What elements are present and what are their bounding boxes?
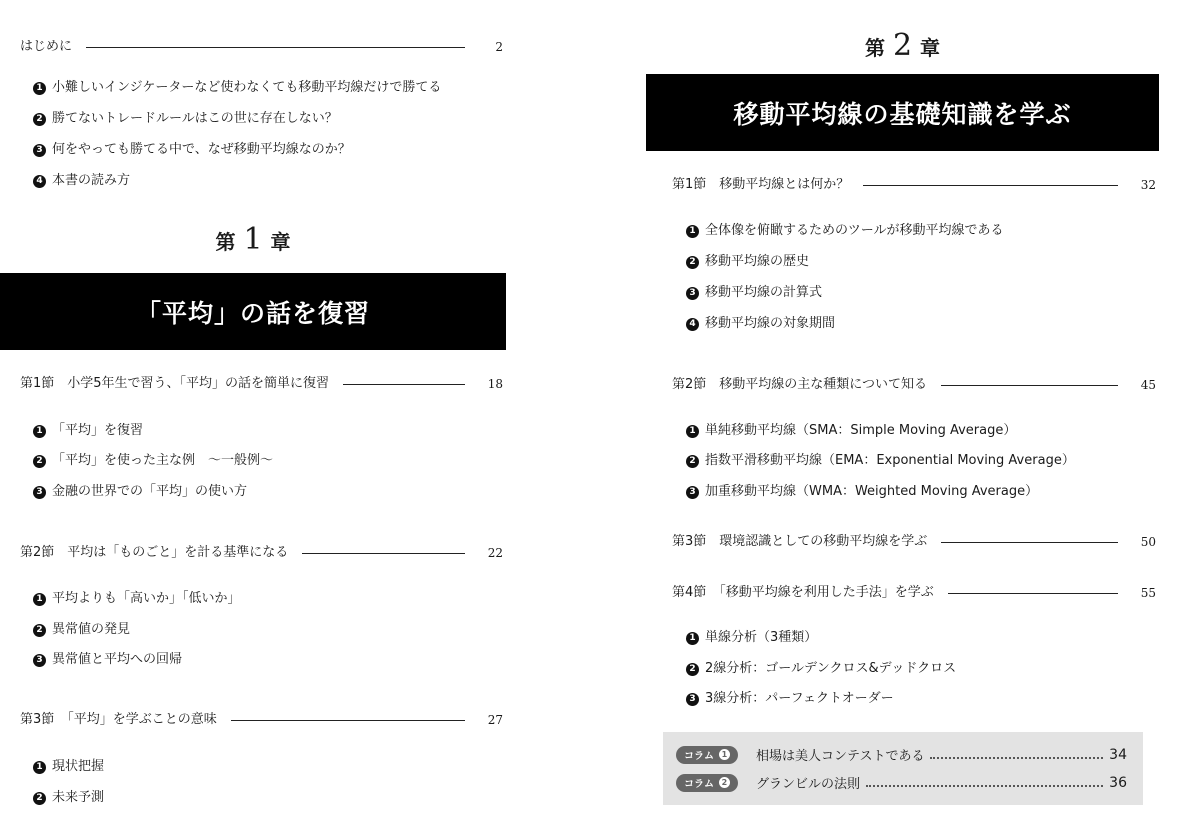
item-text: 2線分析：ゴールデンクロス&デッドクロス bbox=[705, 661, 957, 676]
list-item[interactable] bbox=[686, 629, 817, 647]
item-number-badge: 3 bbox=[33, 486, 46, 499]
toc-entry-section[interactable] bbox=[672, 533, 1156, 551]
list-item[interactable] bbox=[33, 79, 441, 97]
section-title: 第1節 移動平均線とは何か？ bbox=[672, 177, 850, 192]
chapter-title: 「平均」の話を復習 bbox=[135, 298, 370, 328]
list-item[interactable] bbox=[33, 141, 351, 159]
list-item[interactable] bbox=[686, 660, 956, 678]
column-entry[interactable] bbox=[676, 773, 1127, 792]
item-number-badge: 1 bbox=[33, 593, 46, 606]
leader-line bbox=[948, 593, 1118, 594]
right-page bbox=[646, 0, 1159, 818]
item-text: 全体像を俯瞰するためのツールが移動平均線である bbox=[705, 223, 1004, 238]
item-text: 異常値の発見 bbox=[52, 622, 131, 637]
column-tag-number: 1 bbox=[719, 749, 730, 760]
item-text: 勝てないトレードルールはこの世に存在しない？ bbox=[52, 111, 338, 126]
item-number-badge: 1 bbox=[686, 425, 699, 438]
item-number-badge: 1 bbox=[686, 632, 699, 645]
list-item[interactable] bbox=[33, 452, 273, 470]
page-number: 36 bbox=[1109, 774, 1127, 791]
leader-line bbox=[941, 385, 1118, 386]
list-item[interactable] bbox=[686, 422, 1016, 440]
column-box bbox=[663, 732, 1143, 805]
chapter-prefix: 第 bbox=[215, 230, 236, 254]
leader-line bbox=[863, 185, 1118, 186]
item-text: 現状把握 bbox=[52, 759, 105, 774]
toc-entry-section[interactable] bbox=[672, 176, 1156, 194]
item-text: 単線分析（3種類） bbox=[705, 630, 818, 645]
item-text: 「平均」を復習 bbox=[52, 423, 144, 438]
item-text: 何をやっても勝てる中で、なぜ移動平均線なのか？ bbox=[52, 142, 351, 157]
item-number-badge: 1 bbox=[33, 761, 46, 774]
section-title: 第2節 平均は「ものごと」を計る基準になる bbox=[20, 545, 289, 560]
item-text: 「平均」を使った主な例 〜一般例〜 bbox=[52, 453, 274, 468]
toc-entry-section[interactable] bbox=[20, 711, 503, 729]
list-item[interactable] bbox=[33, 758, 104, 776]
list-item[interactable] bbox=[686, 690, 894, 708]
item-number-badge: 3 bbox=[686, 693, 699, 706]
item-text: 単純移動平均線（SMA：Simple Moving Average） bbox=[705, 423, 1017, 438]
item-text: 未来予測 bbox=[52, 790, 105, 805]
list-item[interactable] bbox=[33, 483, 247, 501]
dot-leader bbox=[930, 757, 1103, 759]
item-text: 異常値と平均への回帰 bbox=[52, 652, 183, 667]
left-page bbox=[0, 0, 506, 818]
list-item[interactable] bbox=[33, 789, 104, 807]
item-number-badge: 2 bbox=[33, 455, 46, 468]
page-number: 50 bbox=[1140, 535, 1156, 549]
toc-entry-section[interactable] bbox=[20, 375, 503, 393]
leader-line bbox=[941, 542, 1118, 543]
item-text: 金融の世界での「平均」の使い方 bbox=[52, 484, 248, 499]
chapter-title-banner bbox=[0, 273, 506, 350]
item-text: 指数平滑移動平均線（EMA：Exponential Moving Average） bbox=[705, 453, 1075, 468]
item-number-badge: 2 bbox=[686, 455, 699, 468]
toc-entry-title: はじめに bbox=[20, 39, 73, 54]
page-number: 55 bbox=[1140, 586, 1156, 600]
page-number: 22 bbox=[487, 546, 503, 560]
column-entry[interactable] bbox=[676, 745, 1127, 764]
page-number: 32 bbox=[1140, 178, 1156, 192]
list-item[interactable] bbox=[686, 284, 822, 302]
toc-entry-section[interactable] bbox=[20, 544, 503, 562]
column-tag bbox=[676, 774, 738, 792]
list-item[interactable] bbox=[33, 621, 130, 639]
column-tag bbox=[676, 746, 738, 764]
list-item[interactable] bbox=[686, 452, 1075, 470]
chapter-suffix: 章 bbox=[270, 230, 291, 254]
section-title: 第1節 小学5年生で習う、「平均」の話を簡単に復習 bbox=[20, 376, 330, 391]
item-number-badge: 2 bbox=[686, 256, 699, 269]
list-item[interactable] bbox=[686, 315, 835, 333]
item-number-badge: 2 bbox=[33, 113, 46, 126]
chapter-number-label bbox=[646, 28, 1159, 63]
list-item[interactable] bbox=[686, 253, 809, 271]
item-number-badge: 2 bbox=[686, 663, 699, 676]
list-item[interactable] bbox=[686, 222, 1003, 240]
item-number-badge: 4 bbox=[686, 318, 699, 331]
item-number-badge: 3 bbox=[33, 144, 46, 157]
leader-line bbox=[86, 47, 465, 48]
toc-entry-intro[interactable] bbox=[20, 38, 503, 56]
toc-entry-section[interactable] bbox=[672, 584, 1156, 602]
column-tag-label: コラム bbox=[684, 751, 714, 762]
list-item[interactable] bbox=[33, 590, 241, 608]
chapter-prefix: 第 bbox=[864, 36, 885, 60]
toc-entry-section[interactable] bbox=[672, 376, 1156, 394]
item-text: 3線分析：パーフェクトオーダー bbox=[705, 691, 894, 706]
leader-line bbox=[231, 720, 465, 721]
item-number-badge: 4 bbox=[33, 175, 46, 188]
page-number: 2 bbox=[495, 40, 503, 54]
list-item[interactable] bbox=[33, 651, 182, 669]
item-text: 移動平均線の対象期間 bbox=[705, 316, 836, 331]
item-number-badge: 1 bbox=[686, 225, 699, 238]
item-number-badge: 2 bbox=[33, 624, 46, 637]
item-number-badge: 3 bbox=[686, 486, 699, 499]
item-text: 移動平均線の計算式 bbox=[705, 285, 823, 300]
item-number-badge: 2 bbox=[33, 792, 46, 805]
column-tag-label: コラム bbox=[684, 779, 714, 790]
page-number: 18 bbox=[487, 377, 503, 391]
chapter-number: 1 bbox=[243, 222, 263, 257]
chapter-number-label bbox=[0, 222, 506, 257]
section-title: 第2節 移動平均線の主な種類について知る bbox=[672, 377, 928, 392]
list-item[interactable] bbox=[33, 110, 338, 128]
item-number-badge: 1 bbox=[33, 82, 46, 95]
chapter-title: 移動平均線の基礎知識を学ぶ bbox=[733, 99, 1072, 129]
section-title: 第3節 環境認識としての移動平均線を学ぶ bbox=[672, 534, 928, 549]
column-tag-number: 2 bbox=[719, 777, 730, 788]
dot-leader bbox=[866, 785, 1103, 787]
item-text: 加重移動平均線（WMA：Weighted Moving Average） bbox=[705, 484, 1039, 499]
column-title: グランビルの法則 bbox=[756, 777, 861, 792]
leader-line bbox=[302, 553, 465, 554]
page-number: 34 bbox=[1109, 746, 1127, 763]
list-item[interactable] bbox=[33, 172, 130, 190]
leader-line bbox=[343, 384, 465, 385]
page-number: 45 bbox=[1140, 378, 1156, 392]
item-text: 平均よりも「高いか」「低いか」 bbox=[52, 591, 241, 606]
list-item[interactable] bbox=[33, 422, 143, 440]
section-title: 第4節 「移動平均線を利用した手法」を学ぶ bbox=[672, 585, 934, 600]
item-text: 本書の読み方 bbox=[52, 173, 131, 188]
item-number-badge: 3 bbox=[33, 654, 46, 667]
chapter-suffix: 章 bbox=[920, 36, 941, 60]
column-title: 相場は美人コンテストである bbox=[756, 749, 925, 764]
item-text: 移動平均線の歴史 bbox=[705, 254, 810, 269]
item-text: 小難しいインジケーターなど使わなくても移動平均線だけで勝てる bbox=[52, 80, 442, 95]
section-title: 第3節 「平均」を学ぶことの意味 bbox=[20, 712, 217, 727]
list-item[interactable] bbox=[686, 483, 1038, 501]
item-number-badge: 3 bbox=[686, 287, 699, 300]
chapter-title-banner bbox=[646, 74, 1159, 151]
chapter-number: 2 bbox=[892, 28, 913, 63]
page-number: 27 bbox=[487, 713, 503, 727]
item-number-badge: 1 bbox=[33, 425, 46, 438]
